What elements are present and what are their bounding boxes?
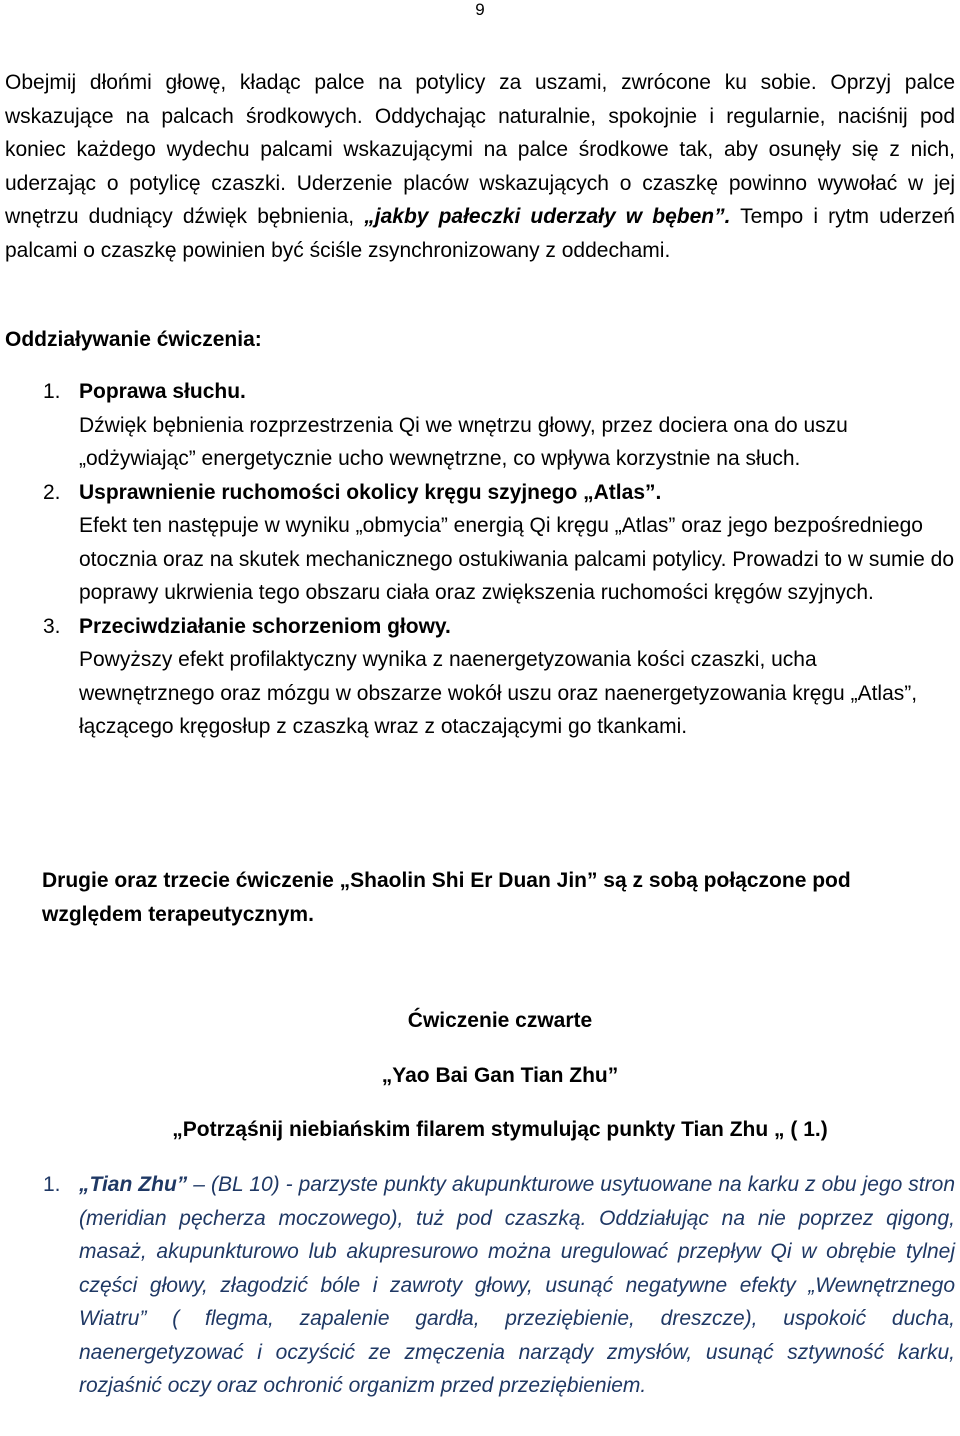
page-number: 9	[475, 0, 485, 19]
list-item	[5, 476, 955, 610]
section-title: Ćwiczenie czwarte	[407, 1009, 593, 1032]
list-item-body: Powyższy efekt profilaktyczny wynika z naenergetyzowania kości czaszki, ucha wewnętrznego oraz mózgu w obszarze wokół uszu oraz naenergetyzowania kręgu „Atlas”, łączącego kręgosłup z czaszką wraz z otaczającymi go tkankami.	[79, 648, 918, 738]
list-item	[5, 610, 955, 744]
list-item	[5, 1168, 955, 1403]
list-item-title: Usprawnienie ruchomości okolicy kręgu szyjnego „Atlas”.	[79, 480, 662, 504]
acupoint-note	[5, 1168, 955, 1403]
list-item	[5, 375, 955, 476]
list-item-title: Poprawa słuchu.	[79, 380, 246, 403]
list-item-number: 3.	[43, 614, 61, 638]
note-term: „Tian Zhu”	[79, 1173, 188, 1196]
section-subtitle: „Potrząśnij niebiańskim filarem stymulując punkty Tian Zhu „ ( 1.)	[172, 1118, 828, 1141]
section-exercise-name: „Yao Bai Gan Tian Zhu”	[381, 1064, 619, 1087]
effects-list	[5, 375, 955, 744]
intro-paragraph	[5, 66, 955, 267]
list-item-number: 1.	[43, 380, 61, 403]
list-item-title: Przeciwdziałanie schorzeniom głowy.	[79, 614, 451, 638]
list-item-body: Dźwięk bębnienia rozprzestrzenia Qi we wnętrzu głowy, przez dociera ona do uszu „odżywiając” energetycznie ucho wewnętrzne, co wpływa korzystnie na słuch.	[79, 413, 848, 470]
note-text: – (BL 10) - parzyste punkty akupunkturowe usytuowane na karku z obu jego stron (meridian pęcherza moczowego), tuż pod czaszką. Oddziałując na nie poprzez qigong, masaż, akupunkturowo lub akupresurowo można uregulować przepływ Qi w obrębie tylnej części głowy, złagodzić bóle i zawroty głowy, usunąć negatywne efekty „Wewnętrznego Wiatru” ( flegma, zapalenie gardła, przeziębienie, dreszcze), uspokoić ducha, naenergetyzować i oczyścić ze zmęczenia narządy zmysłów, usunąć sztywność karku, rozjaśnić oczy oraz ochronić organizm przed przeziębieniem.	[79, 1173, 955, 1397]
list-item-body: Efekt ten następuje w wyniku „obmycia” energią Qi kręgu „Atlas” oraz jego bezpośredniego otocznia oraz na skutek mechanicznego ostukiwania palcami potylicy. Prowadzi to w sumie do poprawy ukrwienia tego obszaru ciała oraz zwiększenia ruchomości kręgów szyjnych.	[79, 514, 955, 604]
note-number: 1.	[43, 1173, 61, 1196]
effects-heading: Oddziaływanie ćwiczenia:	[5, 328, 262, 351]
list-item-number: 2.	[43, 480, 61, 504]
therapeutic-statement: Drugie oraz trzecie ćwiczenie „Shaolin Shi Er Duan Jin” są z sobą połączone pod względem terapeutycznym.	[42, 869, 851, 926]
intro-emphasis: „jakby pałeczki uderzały w bęben”.	[364, 205, 731, 228]
intro-text-a: Obejmij dłońmi głowę, kładąc palce na potylicy za uszami, zwrócone ku sobie. Oprzyj palce wskazujące na palcach środkowych. Oddychając naturalnie, spokojnie i regularnie, naciśnij pod koniec każdego wydechu palcami wskazującymi na palce środkowe tak, aby osunęły się z nich, uderzając o potylicę czaszki. Uderzenie placów wskazujących o czaszkę powinno wywołać w jej wnętrzu dudniący dźwięk bębnienia,	[5, 71, 955, 228]
intro-text-b: Tempo i rytm uderzeń palcami o czaszkę powinien być ściśle zsynchronizowany z oddechami.	[5, 205, 955, 262]
